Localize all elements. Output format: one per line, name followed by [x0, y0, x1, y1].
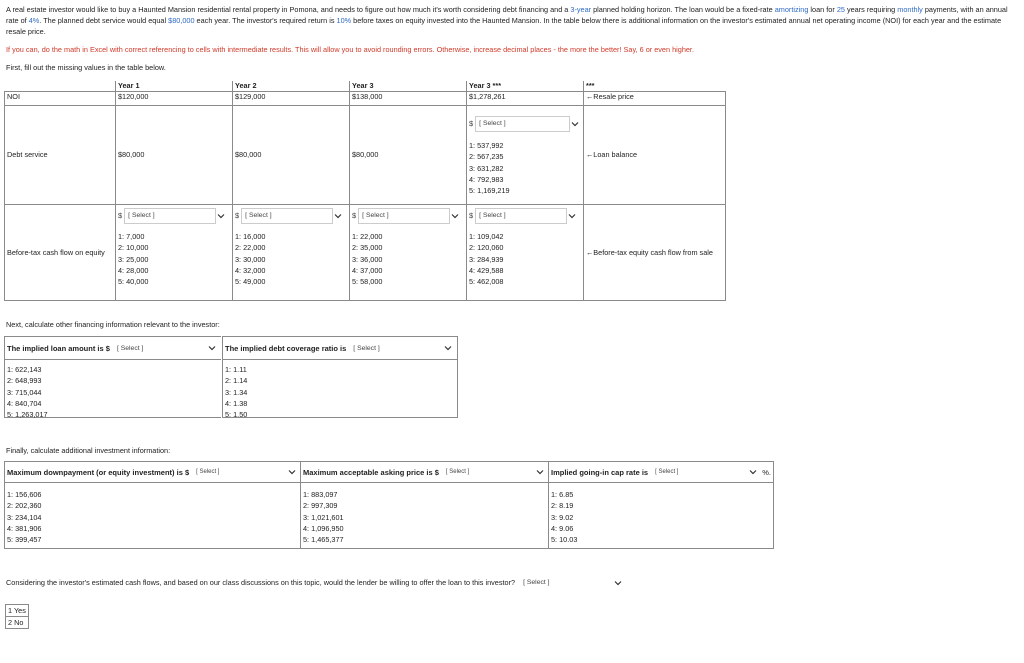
btcf-row — [5, 205, 726, 301]
btcf-sale-note: ←Before-tax equity cash flow from sale — [584, 205, 726, 301]
debt-service-year-1: $80,000 — [116, 106, 233, 205]
downpayment-label: Maximum downpayment (or equity investment) is $ — [7, 467, 190, 477]
option: 5: 1.50 — [225, 410, 248, 420]
cap-rate-row — [549, 462, 773, 483]
btcf-year-2-cell — [233, 205, 350, 301]
debt-service-amount: $80,000 — [168, 16, 195, 25]
intro-text: years requiring — [844, 5, 898, 14]
select-placeholder: [ Select ] — [124, 208, 216, 224]
chevron-down-icon — [450, 211, 460, 221]
intro-text: before taxes on equity invested into the Haunted Mansion. In the table below there is additional information on the investor's estimated annual net operating income (NOI) for each year and the estimate resale price. — [6, 16, 1002, 36]
debt-service-row — [5, 106, 726, 205]
lender-select[interactable] — [519, 574, 627, 591]
option: 3: 284,939 — [469, 254, 504, 264]
option-yes: 1 Yes — [6, 605, 29, 617]
asking-price-row — [301, 462, 549, 483]
header-note: *** — [584, 81, 726, 92]
lender-options — [5, 604, 29, 629]
resale-price: $1,278,261 — [467, 92, 584, 106]
header-year-1: Year 1 — [116, 81, 233, 92]
option: 4: 32,000 — [235, 265, 266, 275]
next-heading: Next, calculate other financing information relevant to the investor: — [6, 320, 220, 329]
excel-note: If you can, do the math in Excel with correct referencing to cells with intermediate results. This will allow you to avoid rounding errors. Otherwise, increase decimal places - the more the better! Say, 6 or even higher. — [6, 45, 694, 54]
intro-text: each year. The investor's required return is — [194, 16, 337, 25]
loan-amount-row — [5, 337, 221, 360]
loan-balance-select[interactable] — [469, 115, 584, 132]
dcr-select[interactable] — [349, 340, 457, 357]
option: 3: 9.02 — [551, 512, 574, 522]
intro-text: planned holding horizon. The loan would be a fixed-rate — [591, 5, 775, 14]
select-placeholder: [ Select ] — [353, 344, 380, 352]
option: 5: 399,457 — [7, 535, 42, 545]
noi-row — [5, 92, 726, 106]
intro-text: loan for — [808, 5, 837, 14]
cap-rate-options — [549, 483, 773, 551]
chevron-down-icon — [613, 578, 623, 588]
chevron-down-icon — [748, 467, 758, 477]
option: 5: 49,000 — [235, 277, 266, 287]
dollar-sign: $ — [118, 210, 123, 220]
cash-flow-table — [4, 81, 726, 301]
loan-amount-label: The implied loan amount is $ — [7, 343, 110, 353]
btcf-sale-select[interactable] — [469, 207, 581, 224]
table-header-row — [5, 81, 726, 92]
cap-rate-select[interactable] — [651, 464, 762, 481]
payment-frequency: monthly — [897, 5, 923, 14]
option: 2: 120,060 — [469, 243, 504, 253]
row-label-btcf: Before-tax cash flow on equity — [5, 205, 116, 301]
noi-year-3: $138,000 — [350, 92, 467, 106]
required-return: 10% — [336, 16, 352, 25]
lender-question: Considering the investor's estimated cash flows, and based on our class discussions on this topic, would the lender be willing to offer the loan to this investor? — [6, 578, 516, 587]
loan-amount-box — [4, 336, 221, 418]
option: 3: 1.34 — [225, 387, 248, 397]
chevron-down-icon — [535, 467, 545, 477]
loan-balance-note: ←Loan balance — [584, 106, 726, 205]
option: 4: 840,704 — [7, 398, 42, 408]
dollar-sign: $ — [469, 118, 474, 128]
select-placeholder: [ Select ] — [196, 469, 220, 475]
debt-service-year-2: $80,000 — [233, 106, 350, 205]
btcf-year-3-options — [352, 231, 464, 287]
option: 2: 567,235 — [469, 152, 504, 162]
option: 4: 28,000 — [118, 265, 149, 275]
cap-rate-box — [548, 461, 774, 549]
asking-price-select[interactable] — [442, 464, 549, 481]
btcf-year-2-options — [235, 231, 347, 287]
asking-price-box — [300, 461, 549, 549]
option: 5: 1,465,377 — [303, 535, 344, 545]
chevron-down-icon — [443, 343, 453, 353]
option: 5: 58,000 — [352, 277, 383, 287]
intro-text: . The planned debt service would equal — [39, 16, 169, 25]
btcf-year-2-select[interactable] — [235, 207, 347, 224]
holding-horizon: 3-year — [570, 5, 592, 14]
chevron-down-icon — [287, 467, 297, 477]
option: 4: 792,983 — [469, 174, 504, 184]
option: 4: 429,588 — [469, 265, 504, 275]
option: 4: 381,906 — [7, 523, 42, 533]
select-placeholder: [ Select ] — [523, 579, 550, 586]
dollar-sign: $ — [469, 210, 474, 220]
option: 2: 997,309 — [303, 501, 338, 511]
option: 1: 22,000 — [352, 232, 383, 241]
problem-statement — [6, 4, 1018, 37]
option: 4: 1,096,950 — [303, 523, 344, 533]
option: 5: 40,000 — [118, 277, 149, 287]
option: 5: 1,169,219 — [469, 186, 510, 196]
downpayment-options — [5, 483, 301, 551]
option: 1: 156,606 — [7, 490, 42, 499]
chevron-down-icon — [333, 211, 343, 221]
select-placeholder: [ Select ] — [475, 208, 567, 224]
select-placeholder: [ Select ] — [475, 116, 570, 132]
option: 4: 1.38 — [225, 398, 248, 408]
option: 3: 30,000 — [235, 254, 266, 264]
option: 1: 16,000 — [235, 232, 266, 241]
dcr-label: The implied debt coverage ratio is — [225, 343, 347, 353]
btcf-year-3-cell — [350, 205, 467, 301]
option: 3: 25,000 — [118, 254, 149, 264]
option: 5: 1,263,017 — [7, 410, 48, 420]
option: 3: 1,021,601 — [303, 512, 344, 522]
btcf-year-1-options — [118, 231, 230, 287]
chevron-down-icon — [570, 119, 580, 129]
btcf-year-1-cell — [116, 205, 233, 301]
asking-price-options — [301, 483, 549, 551]
dcr-row — [223, 337, 457, 360]
header-year-2: Year 2 — [233, 81, 350, 92]
option: 2: 8.19 — [551, 501, 574, 511]
annual-rate: 4% — [28, 16, 40, 25]
row-label-noi: NOI — [5, 92, 116, 106]
btcf-year-1-select[interactable] — [118, 207, 230, 224]
finally-heading: Finally, calculate additional investment information: — [6, 446, 171, 455]
option: 2: 648,993 — [7, 376, 42, 386]
option-no: 2 No — [6, 617, 29, 629]
select-placeholder: [ Select ] — [358, 208, 450, 224]
row-label-debt-service: Debt service — [5, 106, 116, 205]
loan-balance-cell — [467, 106, 584, 205]
option: 1: 6.85 — [551, 490, 574, 499]
dcr-options — [223, 360, 457, 424]
option: 2: 10,000 — [118, 243, 149, 253]
table-instruction: First, fill out the missing values in the table below. — [6, 63, 166, 72]
header-year-3: Year 3 — [350, 81, 467, 92]
downpayment-select[interactable] — [192, 464, 301, 481]
noi-year-1: $120,000 — [116, 92, 233, 106]
btcf-sale-options — [469, 231, 581, 287]
select-placeholder: [ Select ] — [116, 344, 144, 352]
option: 4: 9.06 — [551, 523, 574, 533]
downpayment-row — [5, 462, 301, 483]
downpayment-box — [4, 461, 301, 549]
option: 5: 462,008 — [469, 277, 504, 287]
header-year-3-sale: Year 3 *** — [467, 81, 584, 92]
chevron-down-icon — [207, 343, 217, 353]
select-placeholder: [ Select ] — [445, 469, 470, 475]
option: 1: 1.11 — [225, 365, 247, 374]
option: 1: 537,992 — [469, 141, 504, 150]
select-placeholder: [ Select ] — [655, 469, 679, 475]
loan-balance-options — [469, 140, 581, 196]
loan-type: amortizing — [774, 5, 809, 14]
option: 2: 202,360 — [7, 501, 42, 511]
option: 3: 715,044 — [7, 387, 42, 397]
lender-question-row — [6, 574, 627, 591]
cap-rate-label: Implied going-in cap rate is — [551, 467, 649, 477]
noi-year-2: $129,000 — [233, 92, 350, 106]
option: 2: 35,000 — [352, 243, 383, 253]
intro-text: A real estate investor would like to buy a Haunted Mansion residential rental property in Pomona, and needs to figure out how much it's worth considering debt financing and a — [6, 5, 571, 14]
btcf-sale-cell — [467, 205, 584, 301]
option: 3: 631,282 — [469, 163, 504, 173]
loan-amount-options — [5, 360, 221, 424]
debt-service-year-3: $80,000 — [350, 106, 467, 205]
intro-text: payments, with an annual rate of — [6, 5, 1008, 25]
option: 1: 109,042 — [469, 232, 504, 241]
asking-price-label: Maximum acceptable asking price is $ — [303, 467, 439, 477]
option: 3: 234,104 — [7, 512, 42, 522]
dollar-sign: $ — [352, 210, 357, 220]
dollar-sign: $ — [235, 210, 240, 220]
btcf-year-3-select[interactable] — [352, 207, 464, 224]
loan-term: 25 — [836, 5, 845, 14]
option: 1: 622,143 — [7, 365, 42, 374]
option: 5: 10.03 — [551, 535, 578, 545]
option: 4: 37,000 — [352, 265, 383, 275]
option: 1: 7,000 — [118, 232, 145, 241]
option: 2: 1.14 — [225, 376, 248, 386]
option: 3: 36,000 — [352, 254, 383, 264]
option: 1: 883,097 — [303, 490, 338, 499]
select-placeholder: [ Select ] — [241, 208, 333, 224]
loan-amount-select[interactable] — [113, 340, 221, 357]
dcr-box — [222, 336, 458, 418]
chevron-down-icon — [567, 211, 577, 221]
option: 2: 22,000 — [235, 243, 266, 253]
percent-suffix: %. — [762, 467, 771, 477]
resale-price-note: ←Resale price — [584, 92, 726, 106]
chevron-down-icon — [216, 211, 226, 221]
